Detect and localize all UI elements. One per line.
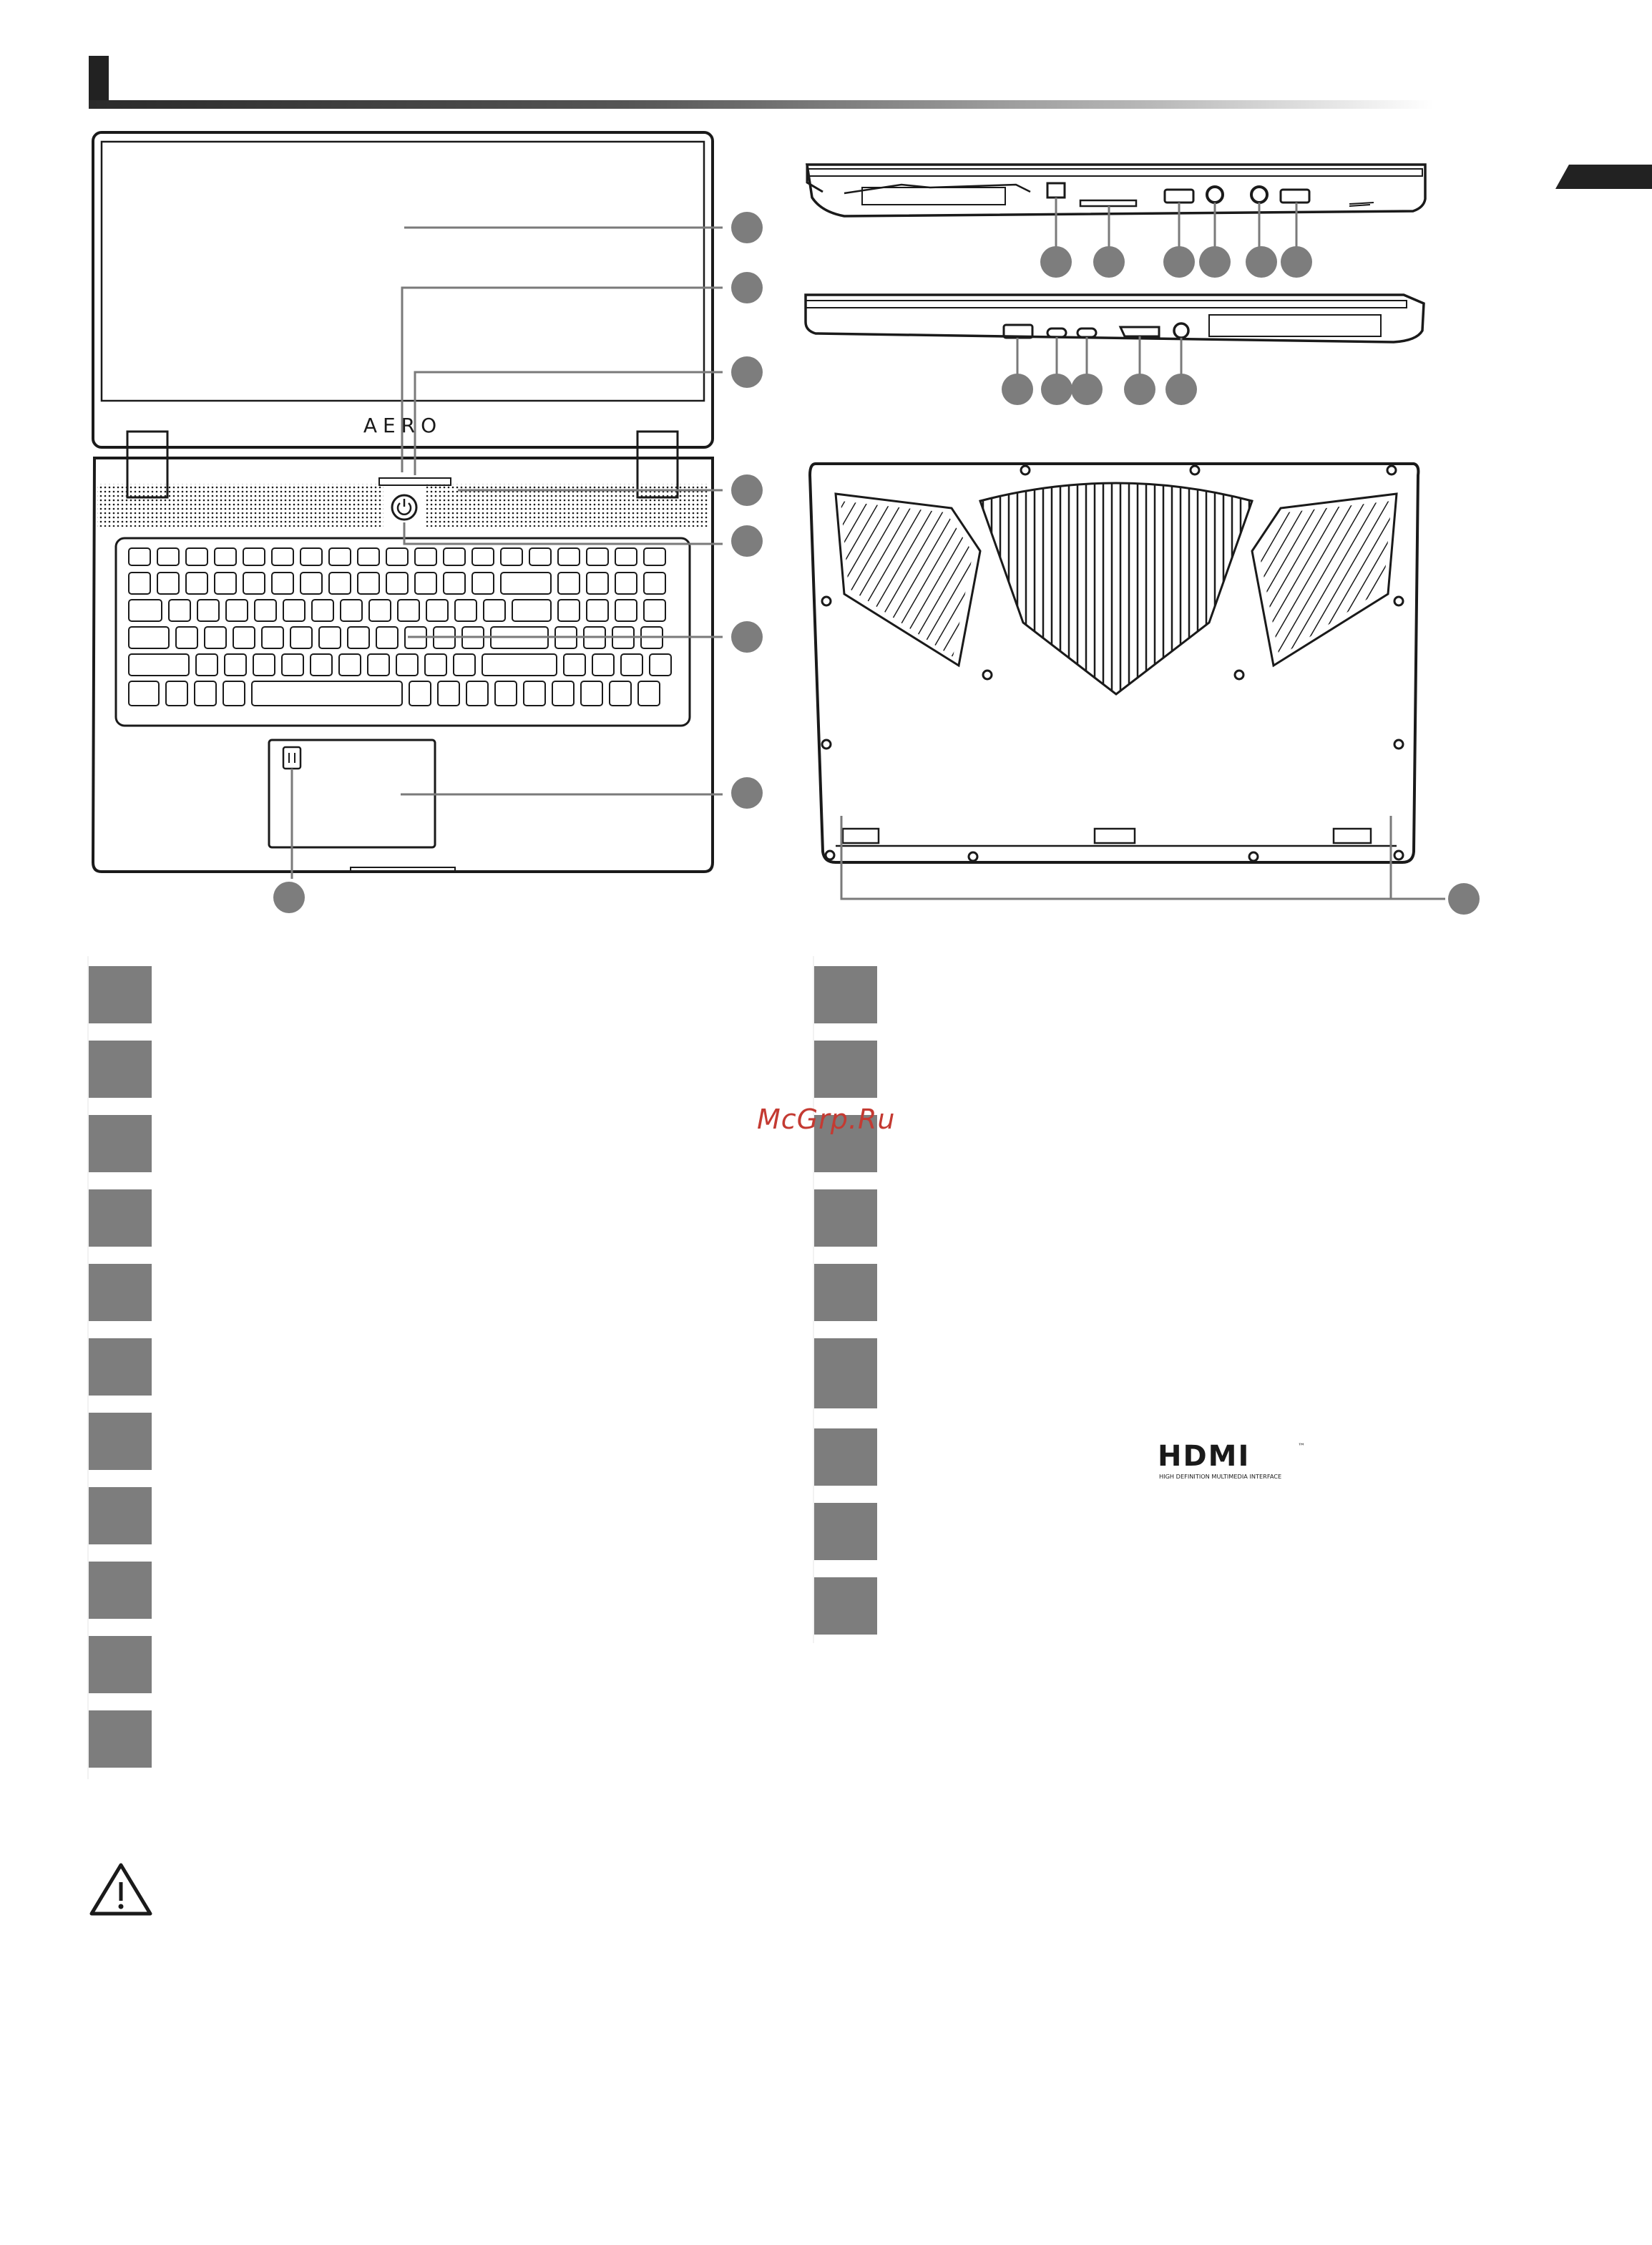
keyboard-key	[129, 681, 159, 706]
keyboard-key	[386, 573, 408, 594]
keyboard-key	[329, 573, 351, 594]
keyboard-key	[290, 627, 312, 648]
keyboard-key	[311, 654, 332, 676]
right-side-view	[806, 295, 1424, 342]
fingerprint-sensor-icon	[283, 747, 300, 769]
callout-left-4	[1199, 246, 1231, 278]
hdmi-wordmark: HDMI	[1158, 1440, 1251, 1473]
keyboard-key	[243, 548, 265, 565]
callout-top-4	[731, 474, 763, 506]
keyboard-key	[472, 573, 494, 594]
left-vent	[862, 188, 1005, 205]
callout-top-5	[731, 525, 763, 557]
keyboard-key	[215, 573, 236, 594]
legend-left-box-10	[89, 1636, 152, 1693]
keyboard-key	[466, 681, 488, 706]
keyboard-key	[369, 600, 391, 621]
keyboard-key	[129, 654, 189, 676]
legend-right-box-1	[814, 966, 877, 1023]
keyboard-key	[426, 600, 448, 621]
keyboard-key	[169, 600, 190, 621]
keyboard-key	[157, 548, 179, 565]
keyboard-key	[592, 654, 614, 676]
keyboard-key	[348, 627, 369, 648]
keyboard-key	[615, 600, 637, 621]
callout-left-1	[1040, 246, 1072, 278]
callout-left-5	[1246, 246, 1277, 278]
keyboard-key	[501, 548, 522, 565]
keyboard-key	[176, 627, 197, 648]
callout-right-4	[1124, 374, 1155, 405]
mic-jack	[1207, 187, 1223, 203]
keyboard-key	[472, 548, 494, 565]
keyboard-key	[157, 573, 179, 594]
keyboard-key	[409, 681, 431, 706]
keyboard-key	[398, 600, 419, 621]
keyboard-key	[396, 654, 418, 676]
keyboard-key	[587, 573, 608, 594]
callout-top-2	[731, 272, 763, 303]
keyboard-key	[186, 573, 207, 594]
callout-left-6	[1281, 246, 1312, 278]
keyboard-key	[438, 681, 459, 706]
legend-right-box-9	[814, 1577, 877, 1635]
keyboard-key	[272, 548, 293, 565]
keyboard-key	[524, 681, 545, 706]
legend-left-box-4	[89, 1189, 152, 1247]
keyboard-key	[255, 600, 276, 621]
keyboard-key	[233, 627, 255, 648]
keyboard-key	[226, 600, 248, 621]
callout-top-6	[731, 621, 763, 653]
legend-right-box-4	[814, 1189, 877, 1247]
keyboard-key	[529, 548, 551, 565]
hdmi-tagline: HIGH DEFINITION MULTIMEDIA INTERFACE	[1159, 1473, 1282, 1480]
keyboard-key	[415, 573, 436, 594]
rubber-foot-3	[1334, 829, 1371, 843]
keyboard-key	[272, 573, 293, 594]
callout-top-3	[731, 356, 763, 388]
legend-left-box-11	[89, 1710, 152, 1768]
keyboard-key	[644, 573, 665, 594]
keyboard-key	[512, 600, 551, 621]
usb-c-port-2	[1077, 328, 1096, 337]
keyboard-key	[195, 681, 216, 706]
keyboard-key	[129, 600, 162, 621]
laptop-diagram	[0, 0, 1652, 930]
keyboard-key	[166, 681, 187, 706]
keyboard-key	[386, 548, 408, 565]
lan-port	[1047, 183, 1065, 198]
keyboard-key	[129, 548, 150, 565]
keyboard-key	[262, 627, 283, 648]
keyboard-key	[610, 681, 631, 706]
keyboard-key	[552, 681, 574, 706]
rubber-foot-1	[843, 829, 879, 843]
legend-right-box-6	[814, 1338, 877, 1408]
keyboard-key	[644, 548, 665, 565]
legend-left-box-1	[89, 966, 152, 1023]
rubber-foot-2	[1095, 829, 1135, 843]
keyboard-key	[501, 573, 551, 594]
legend-left-box-8	[89, 1487, 152, 1544]
keyboard-key	[558, 600, 580, 621]
keyboard-key	[358, 548, 379, 565]
watermark-text: McGrp.Ru	[757, 1104, 896, 1135]
legend-left-box-6	[89, 1338, 152, 1396]
headphone-jack	[1251, 187, 1267, 203]
keyboard-key	[358, 573, 379, 594]
keyboard-key	[482, 654, 557, 676]
keyboard-key	[495, 681, 517, 706]
keyboard-key	[581, 681, 602, 706]
keyboard-key	[129, 573, 150, 594]
keyboard-key	[197, 600, 219, 621]
callout-right-5	[1165, 374, 1197, 405]
keyboard-key	[319, 627, 341, 648]
keyboard-key	[621, 654, 642, 676]
legend-right-box-5	[814, 1264, 877, 1321]
keyboard-key	[444, 573, 465, 594]
keyboard-key	[415, 548, 436, 565]
keyboard-key	[615, 573, 637, 594]
center-fan-slots	[980, 483, 1252, 694]
laptop-base	[93, 458, 713, 872]
callout-left-3	[1163, 246, 1195, 278]
keyboard-key	[650, 654, 671, 676]
keyboard-key	[300, 573, 322, 594]
keyboard-key	[283, 600, 305, 621]
keyboard-key	[638, 681, 660, 706]
keyboard-key	[253, 654, 275, 676]
keyboard-key	[615, 548, 637, 565]
usb-a-port-left-2	[1281, 190, 1309, 203]
legend-left-box-9	[89, 1562, 152, 1619]
keyboard-key	[129, 627, 169, 648]
power-button-icon	[398, 499, 411, 515]
lid-brand-logo: AERO	[363, 414, 443, 437]
keyboard-key	[312, 600, 333, 621]
keyboard-key	[300, 548, 322, 565]
hdmi-port	[1120, 327, 1159, 336]
keyboard-key	[455, 600, 476, 621]
callout-right-2	[1041, 374, 1072, 405]
keyboard-key	[341, 600, 362, 621]
hdmi-logo-icon	[1158, 1440, 1308, 1481]
keyboard-key	[564, 654, 585, 676]
callout-left-2	[1093, 246, 1125, 278]
keyboard-key	[425, 654, 446, 676]
keyboard-key	[484, 600, 505, 621]
keyboard-key	[454, 654, 475, 676]
sd-card-slot	[1080, 200, 1136, 206]
dc-in-jack	[1174, 323, 1188, 338]
keyboard-key	[444, 548, 465, 565]
legend-left-box-3	[89, 1115, 152, 1172]
keyboard-key	[243, 573, 265, 594]
keyboard-key	[186, 548, 207, 565]
keyboard-key	[215, 548, 236, 565]
left-side-view	[807, 165, 1425, 216]
callout-top-8	[273, 882, 305, 913]
callout-bottom-1	[1448, 883, 1480, 915]
keyboard-key	[644, 600, 665, 621]
callout-right-3	[1071, 374, 1103, 405]
callout-top-1	[731, 212, 763, 243]
keyboard-key	[252, 681, 402, 706]
keyboard-key	[223, 681, 245, 706]
keyboard-key	[587, 548, 608, 565]
legend-left-box-2	[89, 1041, 152, 1098]
keyboard-key	[368, 654, 389, 676]
keyboard-key	[282, 654, 303, 676]
legend-left-box-7	[89, 1413, 152, 1470]
keyboard-key	[339, 654, 361, 676]
legend-right-box-8	[814, 1503, 877, 1560]
keyboard-key	[225, 654, 246, 676]
hdmi-trademark: ™	[1298, 1443, 1305, 1451]
keyboard-key	[587, 600, 608, 621]
left-speaker-grille	[97, 484, 383, 527]
keyboard-key	[376, 627, 398, 648]
warning-icon	[89, 1861, 153, 1918]
callout-right-1	[1002, 374, 1033, 405]
keyboard-key	[558, 548, 580, 565]
keyboard-key	[558, 573, 580, 594]
usb-c-port-1	[1047, 328, 1066, 337]
keyboard-key	[329, 548, 351, 565]
legend-right-box-2	[814, 1041, 877, 1098]
usb-a-port-left-1	[1165, 190, 1193, 203]
keyboard-key	[196, 654, 218, 676]
right-vent	[1209, 315, 1381, 336]
legend-right-box-7	[814, 1428, 877, 1486]
keyboard-key	[205, 627, 226, 648]
legend-left-box-5	[89, 1264, 152, 1321]
callout-top-7	[731, 777, 763, 809]
